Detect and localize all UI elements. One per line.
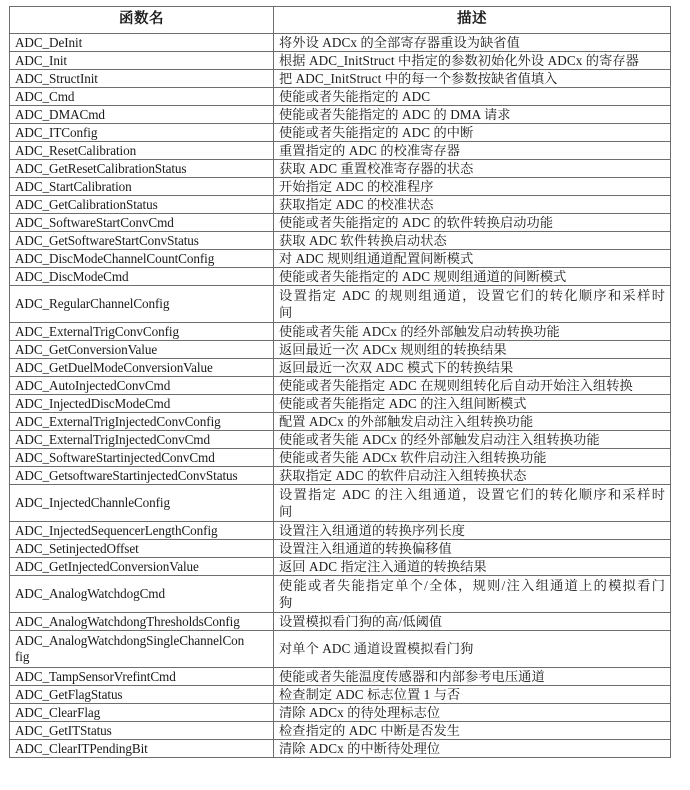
table-row xyxy=(10,449,671,467)
cell-function-name: ADC_ExternalTrigInjectedConvCmd xyxy=(10,431,274,449)
table-row xyxy=(10,467,671,485)
cell-function-name: ADC_GetFlagStatus xyxy=(10,686,274,704)
cell-function-name: ADC_GetITStatus xyxy=(10,722,274,740)
table-row xyxy=(10,395,671,413)
table-row xyxy=(10,377,671,395)
cell-description: 把 ADC_InitStruct 中的每一个参数按缺省值填入 xyxy=(274,70,671,88)
cell-description: 返回 ADC 指定注入通道的转换结果 xyxy=(274,558,671,576)
cell-description: 配置 ADCx 的外部触发启动注入组转换功能 xyxy=(274,413,671,431)
description-line: 使能或者失能指定单个/全体，规则/注入组通道上的模拟看门 xyxy=(279,577,665,593)
cell-description: 获取指定 ADC 的校准状态 xyxy=(274,196,671,214)
cell-description: 使能或者失能温度传感器和内部参考电压通道 xyxy=(274,668,671,686)
cell-description: 检查制定 ADC 标志位置 1 与否 xyxy=(274,686,671,704)
cell-function-name: ADC_GetSoftwareStartConvStatus xyxy=(10,232,274,250)
cell-function-name: ADC_AutoInjectedConvCmd xyxy=(10,377,274,395)
cell-function-name xyxy=(10,631,274,668)
cell-description: 返回最近一次双 ADC 模式下的转换结果 xyxy=(274,359,671,377)
cell-description xyxy=(274,485,671,522)
cell-description: 使能或者失能 ADCx 软件启动注入组转换功能 xyxy=(274,449,671,467)
cell-function-name: ADC_ResetCalibration xyxy=(10,142,274,160)
cell-description: 获取 ADC 重置校准寄存器的状态 xyxy=(274,160,671,178)
cell-description: 使能或者失能指定的 ADC 的 DMA 请求 xyxy=(274,106,671,124)
table-row xyxy=(10,413,671,431)
cell-function-name: ADC_GetConversionValue xyxy=(10,341,274,359)
table-row xyxy=(10,88,671,106)
table-row xyxy=(10,250,671,268)
table-row xyxy=(10,722,671,740)
cell-description: 设置注入组通道的转换序列长度 xyxy=(274,522,671,540)
function-name-line: fig xyxy=(15,649,30,664)
cell-function-name: ADC_StructInit xyxy=(10,70,274,88)
cell-function-name: ADC_AnalogWatchdogCmd xyxy=(10,576,274,613)
table-row xyxy=(10,631,671,668)
cell-function-name: ADC_ClearFlag xyxy=(10,704,274,722)
cell-description: 使能或者失能指定的 ADC 的软件转换启动功能 xyxy=(274,214,671,232)
table-row xyxy=(10,341,671,359)
cell-description: 获取 ADC 软件转换启动状态 xyxy=(274,232,671,250)
table-row xyxy=(10,704,671,722)
table-row xyxy=(10,522,671,540)
column-header-function-name: 函数名 xyxy=(10,7,274,34)
table-row xyxy=(10,740,671,758)
cell-function-name: ADC_SetinjectedOffset xyxy=(10,540,274,558)
table-row xyxy=(10,613,671,631)
cell-function-name: ADC_ExternalTrigConvConfig xyxy=(10,323,274,341)
cell-function-name: ADC_ITConfig xyxy=(10,124,274,142)
cell-description: 设置模拟看门狗的高/低阈值 xyxy=(274,613,671,631)
cell-description: 重置指定的 ADC 的校准寄存器 xyxy=(274,142,671,160)
table-header xyxy=(10,7,671,34)
cell-description: 对单个 ADC 通道设置模拟看门狗 xyxy=(274,631,671,668)
cell-description: 开始指定 ADC 的校准程序 xyxy=(274,178,671,196)
cell-function-name: ADC_SoftwareStartConvCmd xyxy=(10,214,274,232)
table-row xyxy=(10,576,671,613)
adc-function-reference-table xyxy=(9,6,671,758)
table-row xyxy=(10,70,671,88)
description-line: 间 xyxy=(279,305,293,320)
cell-function-name: ADC_StartCalibration xyxy=(10,178,274,196)
description-line: 间 xyxy=(279,504,293,519)
table-row xyxy=(10,106,671,124)
function-name-line: ADC_AnalogWatchdongSingleChannelCon xyxy=(15,633,245,649)
table-row xyxy=(10,558,671,576)
table-row xyxy=(10,142,671,160)
cell-function-name: ADC_RegularChannelConfig xyxy=(10,286,274,323)
table-row xyxy=(10,323,671,341)
cell-description: 根据 ADC_InitStruct 中指定的参数初始化外设 ADCx 的寄存器 xyxy=(274,52,671,70)
cell-function-name: ADC_InjectedChannleConfig xyxy=(10,485,274,522)
table-row xyxy=(10,540,671,558)
cell-function-name: ADC_DeInit xyxy=(10,34,274,52)
cell-description: 清除 ADCx 的待处理标志位 xyxy=(274,704,671,722)
table-row xyxy=(10,268,671,286)
table-header-row xyxy=(10,7,671,34)
cell-function-name: ADC_GetCalibrationStatus xyxy=(10,196,274,214)
table-row xyxy=(10,232,671,250)
cell-function-name: ADC_TampSensorVrefintCmd xyxy=(10,668,274,686)
table-row xyxy=(10,178,671,196)
cell-description: 使能或者失能指定的 ADC 规则组通道的间断模式 xyxy=(274,268,671,286)
cell-description: 设置注入组通道的转换偏移值 xyxy=(274,540,671,558)
table-row xyxy=(10,431,671,449)
cell-function-name: ADC_GetInjectedConversionValue xyxy=(10,558,274,576)
cell-function-name: ADC_InjectedDiscModeCmd xyxy=(10,395,274,413)
description-line: 设置指定 ADC 的规则组通道，设置它们的转化顺序和采样时 xyxy=(279,287,665,303)
cell-function-name: ADC_DiscModeCmd xyxy=(10,268,274,286)
cell-description: 使能或者失能指定的 ADC xyxy=(274,88,671,106)
cell-function-name: ADC_Cmd xyxy=(10,88,274,106)
column-header-description: 描述 xyxy=(274,7,671,34)
cell-function-name: ADC_AnalogWatchdongThresholdsConfig xyxy=(10,613,274,631)
table-row xyxy=(10,359,671,377)
table-row xyxy=(10,686,671,704)
cell-description: 获取指定 ADC 的软件启动注入组转换状态 xyxy=(274,467,671,485)
table-row xyxy=(10,160,671,178)
table-row xyxy=(10,485,671,522)
cell-function-name: ADC_Init xyxy=(10,52,274,70)
cell-description: 使能或者失能 ADCx 的经外部触发启动注入组转换功能 xyxy=(274,431,671,449)
table-row xyxy=(10,124,671,142)
table-row xyxy=(10,196,671,214)
cell-description: 检查指定的 ADC 中断是否发生 xyxy=(274,722,671,740)
cell-description: 使能或者失能 ADCx 的经外部触发启动转换功能 xyxy=(274,323,671,341)
cell-function-name: ADC_ClearITPendingBit xyxy=(10,740,274,758)
cell-description: 返回最近一次 ADCx 规则组的转换结果 xyxy=(274,341,671,359)
cell-description: 清除 ADCx 的中断待处理位 xyxy=(274,740,671,758)
cell-function-name: ADC_DMACmd xyxy=(10,106,274,124)
table-row xyxy=(10,34,671,52)
cell-description: 使能或者失能指定 ADC 在规则组转化后自动开始注入组转换 xyxy=(274,377,671,395)
cell-description: 将外设 ADCx 的全部寄存器重设为缺省值 xyxy=(274,34,671,52)
description-line: 设置指定 ADC 的注入组通道，设置它们的转化顺序和采样时 xyxy=(279,486,665,502)
cell-function-name: ADC_SoftwareStartinjectedConvCmd xyxy=(10,449,274,467)
cell-function-name: ADC_GetResetCalibrationStatus xyxy=(10,160,274,178)
cell-description: 使能或者失能指定 ADC 的注入组间断模式 xyxy=(274,395,671,413)
cell-function-name: ADC_GetsoftwareStartinjectedConvStatus xyxy=(10,467,274,485)
cell-description xyxy=(274,576,671,613)
cell-function-name: ADC_GetDuelModeConversionValue xyxy=(10,359,274,377)
table-row xyxy=(10,52,671,70)
cell-function-name: ADC_ExternalTrigInjectedConvConfig xyxy=(10,413,274,431)
description-line: 狗 xyxy=(279,595,293,610)
cell-description xyxy=(274,286,671,323)
cell-function-name: ADC_InjectedSequencerLengthConfig xyxy=(10,522,274,540)
table-row xyxy=(10,668,671,686)
table-row xyxy=(10,286,671,323)
table-row xyxy=(10,214,671,232)
cell-function-name: ADC_DiscModeChannelCountConfig xyxy=(10,250,274,268)
table-body xyxy=(10,34,671,758)
cell-description: 对 ADC 规则组通道配置间断模式 xyxy=(274,250,671,268)
cell-description: 使能或者失能指定的 ADC 的中断 xyxy=(274,124,671,142)
